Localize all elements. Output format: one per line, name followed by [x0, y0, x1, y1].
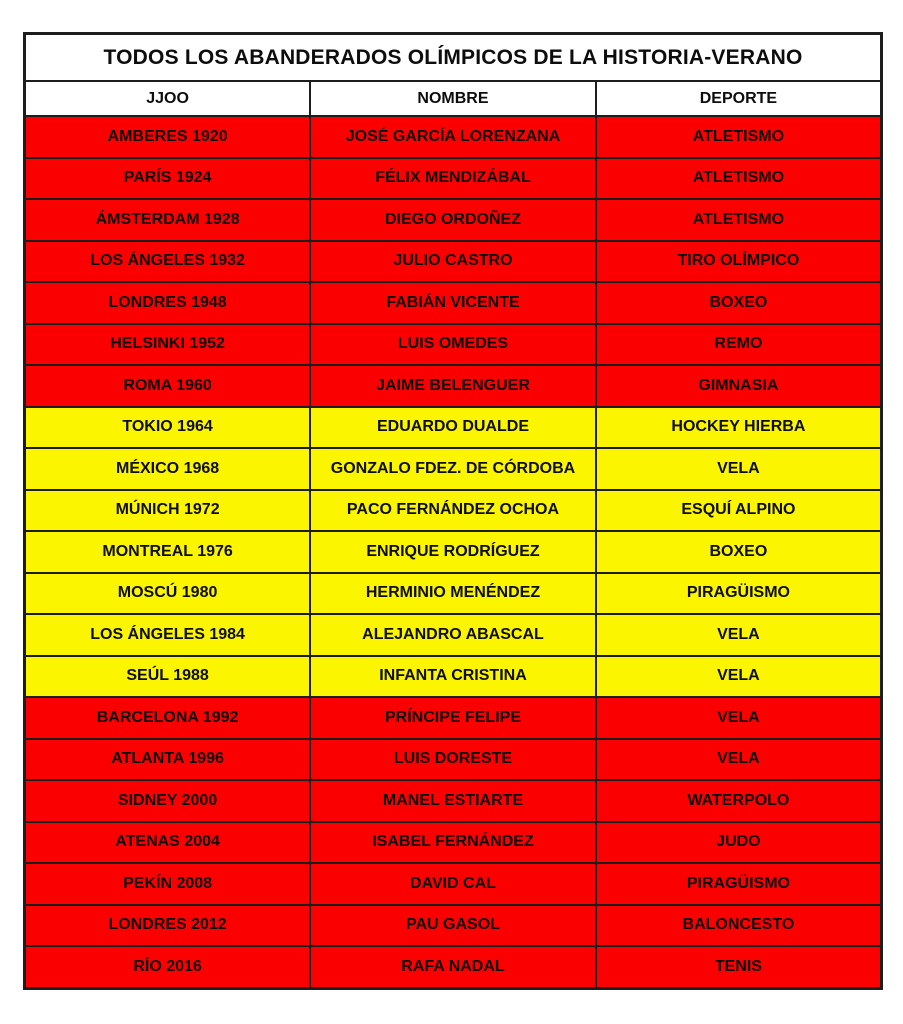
cell-deporte: REMO — [596, 324, 882, 366]
column-header-jjoo: JJOO — [25, 81, 311, 116]
cell-jjoo: SIDNEY 2000 — [25, 780, 311, 822]
cell-deporte: ATLETISMO — [596, 199, 882, 241]
flag-bearers-table-container — [23, 32, 883, 990]
cell-nombre: LUIS DORESTE — [310, 739, 596, 781]
cell-jjoo: ÁMSTERDAM 1928 — [25, 199, 311, 241]
cell-jjoo: PEKÍN 2008 — [25, 863, 311, 905]
cell-nombre: PRÍNCIPE FELIPE — [310, 697, 596, 739]
cell-nombre: EDUARDO DUALDE — [310, 407, 596, 449]
cell-deporte: VELA — [596, 656, 882, 698]
cell-jjoo: MÚNICH 1972 — [25, 490, 311, 532]
cell-jjoo: SEÚL 1988 — [25, 656, 311, 698]
table-row — [25, 199, 882, 241]
cell-nombre: INFANTA CRISTINA — [310, 656, 596, 698]
cell-nombre: ISABEL FERNÁNDEZ — [310, 822, 596, 864]
cell-deporte: ATLETISMO — [596, 116, 882, 158]
cell-jjoo: ATENAS 2004 — [25, 822, 311, 864]
cell-nombre: FABIÁN VICENTE — [310, 282, 596, 324]
cell-deporte: WATERPOLO — [596, 780, 882, 822]
table-row — [25, 116, 882, 158]
cell-deporte: VELA — [596, 739, 882, 781]
cell-jjoo: RÍO 2016 — [25, 946, 311, 988]
table-row — [25, 365, 882, 407]
title-row — [25, 34, 882, 82]
cell-deporte: VELA — [596, 697, 882, 739]
cell-deporte: ESQUÍ ALPINO — [596, 490, 882, 532]
table-row — [25, 739, 882, 781]
table-row — [25, 407, 882, 449]
cell-jjoo: LOS ÁNGELES 1984 — [25, 614, 311, 656]
table-row — [25, 656, 882, 698]
cell-jjoo: HELSINKI 1952 — [25, 324, 311, 366]
table-head — [25, 34, 882, 117]
cell-nombre: PAU GASOL — [310, 905, 596, 947]
cell-jjoo: ROMA 1960 — [25, 365, 311, 407]
cell-jjoo: PARÍS 1924 — [25, 158, 311, 200]
table-row — [25, 573, 882, 615]
cell-deporte: VELA — [596, 448, 882, 490]
column-header-nombre: NOMBRE — [310, 81, 596, 116]
cell-deporte: BALONCESTO — [596, 905, 882, 947]
cell-deporte: TENIS — [596, 946, 882, 988]
cell-deporte: GIMNASIA — [596, 365, 882, 407]
table-row — [25, 158, 882, 200]
table-row — [25, 946, 882, 988]
table-row — [25, 448, 882, 490]
table-title: TODOS LOS ABANDERADOS OLÍMPICOS DE LA HISTORIA-VERANO — [25, 34, 882, 82]
cell-jjoo: LOS ÁNGELES 1932 — [25, 241, 311, 283]
cell-jjoo: MONTREAL 1976 — [25, 531, 311, 573]
table-row — [25, 241, 882, 283]
cell-jjoo: TOKIO 1964 — [25, 407, 311, 449]
table-row — [25, 531, 882, 573]
cell-deporte: PIRAGÜISMO — [596, 863, 882, 905]
cell-jjoo: LONDRES 2012 — [25, 905, 311, 947]
header-row — [25, 81, 882, 116]
cell-jjoo: ATLANTA 1996 — [25, 739, 311, 781]
table-row — [25, 822, 882, 864]
cell-nombre: JAIME BELENGUER — [310, 365, 596, 407]
cell-nombre: JULIO CASTRO — [310, 241, 596, 283]
cell-deporte: HOCKEY HIERBA — [596, 407, 882, 449]
table-row — [25, 282, 882, 324]
cell-nombre: ENRIQUE RODRÍGUEZ — [310, 531, 596, 573]
cell-jjoo: MÉXICO 1968 — [25, 448, 311, 490]
cell-deporte: VELA — [596, 614, 882, 656]
cell-nombre: GONZALO FDEZ. DE CÓRDOBA — [310, 448, 596, 490]
table-body — [25, 116, 882, 988]
table-row — [25, 780, 882, 822]
cell-nombre: PACO FERNÁNDEZ OCHOA — [310, 490, 596, 532]
cell-nombre: DAVID CAL — [310, 863, 596, 905]
cell-jjoo: AMBERES 1920 — [25, 116, 311, 158]
cell-nombre: JOSÉ GARCÍA LORENZANA — [310, 116, 596, 158]
table-row — [25, 863, 882, 905]
table-row — [25, 905, 882, 947]
cell-jjoo: LONDRES 1948 — [25, 282, 311, 324]
cell-deporte: TIRO OLÍMPICO — [596, 241, 882, 283]
table-row — [25, 614, 882, 656]
cell-deporte: ATLETISMO — [596, 158, 882, 200]
cell-nombre: DIEGO ORDOÑEZ — [310, 199, 596, 241]
cell-nombre: FÉLIX MENDIZÁBAL — [310, 158, 596, 200]
cell-nombre: RAFA NADAL — [310, 946, 596, 988]
table-row — [25, 490, 882, 532]
table-row — [25, 697, 882, 739]
cell-jjoo: MOSCÚ 1980 — [25, 573, 311, 615]
cell-deporte: BOXEO — [596, 531, 882, 573]
cell-nombre: LUIS OMEDES — [310, 324, 596, 366]
cell-nombre: HERMINIO MENÉNDEZ — [310, 573, 596, 615]
cell-jjoo: BARCELONA 1992 — [25, 697, 311, 739]
cell-deporte: PIRAGÜISMO — [596, 573, 882, 615]
column-header-deporte: DEPORTE — [596, 81, 882, 116]
cell-nombre: ALEJANDRO ABASCAL — [310, 614, 596, 656]
cell-nombre: MANEL ESTIARTE — [310, 780, 596, 822]
flag-bearers-table — [23, 32, 883, 990]
cell-deporte: JUDO — [596, 822, 882, 864]
table-row — [25, 324, 882, 366]
cell-deporte: BOXEO — [596, 282, 882, 324]
